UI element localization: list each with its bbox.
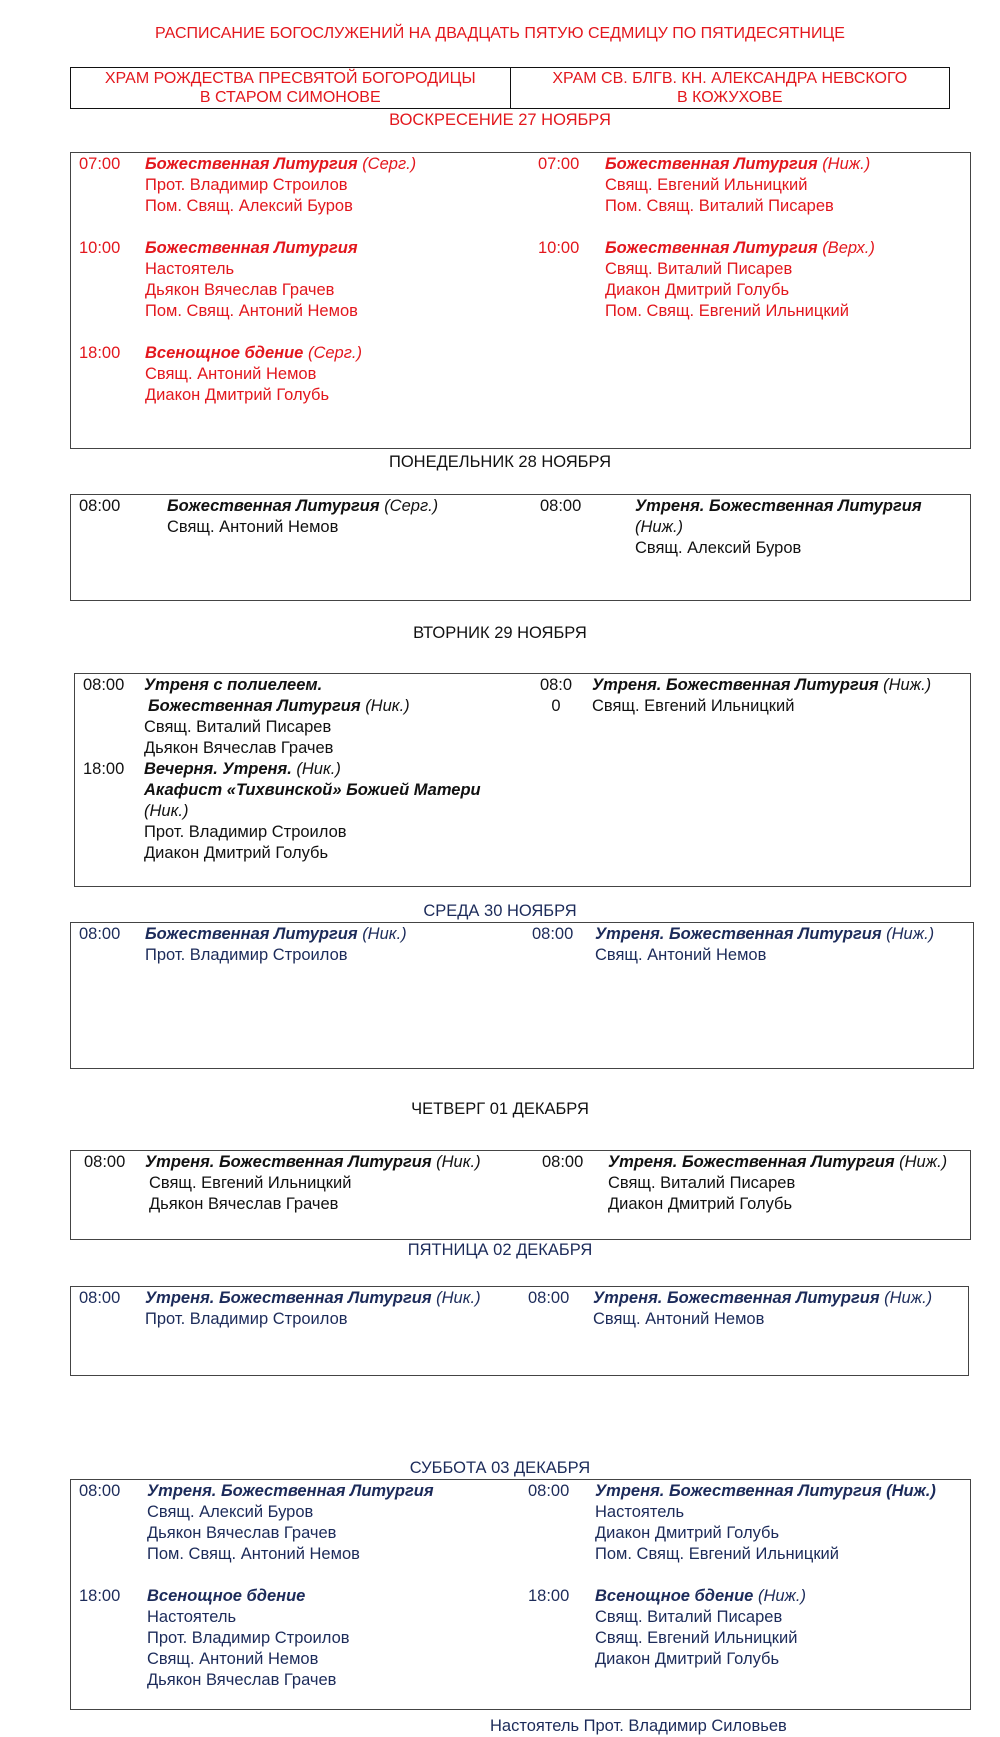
time: 10:00 — [79, 239, 121, 257]
clergy: Дьякон Вячеслав Грачев — [149, 1195, 339, 1213]
clergy: Прот. Владимир Строилов — [145, 946, 348, 964]
day-box-wednesday — [70, 922, 974, 1069]
day-box-monday — [70, 494, 971, 601]
service-note: (Ниж.) — [635, 518, 684, 536]
time: 08:00 — [528, 1289, 570, 1307]
service-block — [145, 924, 407, 966]
clergy: Прот. Владимир Строилов — [144, 823, 347, 841]
day-heading-sunday: ВОСКРЕСЕНИЕ 27 НОЯБРЯ — [389, 111, 611, 129]
service-name: Всенощное бдение — [145, 344, 304, 362]
time: 18:00 — [83, 760, 125, 778]
service-note: (Ниж.) — [886, 1482, 936, 1500]
church-right-location: В КОЖУХОВЕ — [676, 89, 783, 106]
clergy: Свящ. Евгений Ильницкий — [605, 176, 808, 194]
time: 08:00 — [540, 497, 582, 515]
time: 08:00 — [79, 497, 121, 515]
service-name: Божественная Литургия — [605, 239, 818, 257]
service-note: (Серг.) — [362, 155, 417, 173]
time: 18:00 — [79, 1587, 121, 1605]
church-left-location: В СТАРОМ СИМОНОВЕ — [199, 89, 381, 106]
service-block — [595, 1586, 806, 1670]
time: 08:00 — [528, 1482, 570, 1500]
church-left-header — [71, 68, 510, 108]
day-box-tuesday — [74, 673, 971, 887]
clergy: Свящ. Виталий Писарев — [605, 260, 793, 278]
service-name: Всенощное бдение — [595, 1587, 754, 1605]
time-part: 08:0 — [539, 676, 573, 694]
service-note: (Серг.) — [384, 497, 439, 515]
service-block — [145, 343, 362, 406]
clergy: Настоятель — [147, 1608, 237, 1626]
clergy: Диакон Дмитрий Голубь — [145, 386, 330, 404]
service-block — [605, 154, 870, 217]
church-right-header — [510, 68, 950, 108]
clergy: Свящ. Антоний Немов — [147, 1650, 319, 1668]
service-block — [144, 759, 481, 864]
service-name: Утреня. Божественная Литургия — [595, 925, 882, 943]
day-heading-monday: ПОНЕДЕЛЬНИК 28 НОЯБРЯ — [388, 453, 612, 471]
day-heading-friday: ПЯТНИЦА 02 ДЕКАБРЯ — [407, 1241, 593, 1259]
clergy: Диакон Дмитрий Голубь — [595, 1524, 780, 1542]
clergy: Свящ. Алексий Буров — [635, 539, 802, 557]
time: 07:00 — [79, 155, 121, 173]
time: 08:00 — [79, 1482, 121, 1500]
time: 10:00 — [538, 239, 580, 257]
service-block — [145, 1152, 481, 1215]
clergy: Настоятель — [145, 260, 235, 278]
time: 18:00 — [528, 1587, 570, 1605]
clergy: Свящ. Антоний Немов — [595, 946, 767, 964]
clergy: Пом. Свящ. Алексий Буров — [145, 197, 353, 215]
time: 18:00 — [79, 344, 121, 362]
clergy: Дьякон Вячеслав Грачев — [147, 1671, 337, 1689]
service-name: Утреня. Божественная Литургия — [593, 1289, 880, 1307]
time: 08:00 — [79, 1289, 121, 1307]
service-note: (Серг.) — [307, 344, 362, 362]
day-box-friday — [70, 1286, 969, 1376]
service-name: Божественная Литургия — [145, 925, 358, 943]
service-name: Божественная Литургия — [145, 155, 358, 173]
clergy: Пом. Свящ. Антоний Немов — [147, 1545, 360, 1563]
service-block — [147, 1586, 350, 1691]
clergy: Прот. Владимир Строилов — [145, 176, 348, 194]
clergy: Настоятель — [595, 1503, 685, 1521]
day-heading-thursday: ЧЕТВЕРГ 01 ДЕКАБРЯ — [411, 1100, 589, 1118]
service-note: (Ник.) — [436, 1289, 481, 1307]
clergy: Свящ. Антоний Немов — [593, 1310, 765, 1328]
service-block — [145, 238, 358, 322]
service-name: Утреня. Божественная Литургия — [592, 676, 879, 694]
service-block — [608, 1152, 947, 1215]
service-block — [167, 496, 438, 538]
signature: Настоятель Прот. Владимир Силовьев — [490, 1717, 787, 1735]
clergy: Диакон Дмитрий Голубь — [144, 844, 329, 862]
service-name: Божественная Литургия — [148, 697, 361, 715]
clergy: Свящ. Виталий Писарев — [595, 1608, 783, 1626]
time: 08:00 — [79, 925, 121, 943]
clergy: Свящ. Виталий Писарев — [608, 1174, 796, 1192]
service-block — [147, 1481, 434, 1565]
service-note: (Ник.) — [365, 697, 410, 715]
service-note: (Ниж.) — [757, 1587, 806, 1605]
clergy: Свящ. Евгений Ильницкий — [595, 1629, 798, 1647]
clergy: Пом. Свящ. Антоний Немов — [145, 302, 358, 320]
service-note: (Ник.) — [362, 925, 407, 943]
service-name: Божественная Литургия — [145, 239, 358, 257]
day-heading-tuesday: ВТОРНИК 29 НОЯБРЯ — [413, 624, 587, 642]
time: 08:00 — [542, 1153, 584, 1171]
service-block — [145, 154, 416, 217]
service-name: Утреня. Божественная Литургия — [608, 1153, 895, 1171]
clergy: Дьякон Вячеслав Грачев — [144, 739, 334, 757]
service-note: (Ниж.) — [884, 1289, 933, 1307]
service-block — [145, 1288, 481, 1330]
day-heading-wednesday: СРЕДА 30 НОЯБРЯ — [423, 902, 577, 920]
service-name: Утреня. Божественная Литургия — [147, 1482, 434, 1500]
clergy: Пом. Свящ. Евгений Ильницкий — [605, 302, 849, 320]
service-block — [592, 675, 931, 717]
service-name: Всенощное бдение — [147, 1587, 306, 1605]
time: 08:00 — [84, 1153, 126, 1171]
church-left-name: ХРАМ РОЖДЕСТВА ПРЕСВЯТОЙ БОГОРОДИЦЫ — [104, 70, 476, 87]
service-name: Утреня. Божественная Литургия — [595, 1482, 882, 1500]
clergy: Диакон Дмитрий Голубь — [595, 1650, 780, 1668]
time — [536, 675, 576, 717]
clergy: Диакон Дмитрий Голубь — [608, 1195, 793, 1213]
clergy: Свящ. Евгений Ильницкий — [149, 1174, 352, 1192]
church-right-name: ХРАМ СВ. БЛГВ. КН. АЛЕКСАНДРА НЕВСКОГО — [552, 70, 908, 87]
service-block — [635, 496, 922, 559]
clergy: Дьякон Вячеслав Грачев — [145, 281, 335, 299]
service-note: (Ниж.) — [886, 925, 935, 943]
service-block — [144, 675, 410, 759]
clergy: Прот. Владимир Строилов — [145, 1310, 348, 1328]
service-block — [593, 1288, 932, 1330]
service-note: (Ник.) — [296, 760, 341, 778]
service-note: (Ник.) — [436, 1153, 481, 1171]
day-heading-saturday: СУББОТА 03 ДЕКАБРЯ — [409, 1459, 591, 1477]
service-name: Божественная Литургия — [167, 497, 380, 515]
clergy: Пом. Свящ. Евгений Ильницкий — [595, 1545, 839, 1563]
service-name: Вечерня. Утреня. — [144, 760, 292, 778]
service-note: (Ник.) — [144, 802, 189, 820]
service-name: Утреня с полиелеем. — [144, 676, 323, 694]
clergy: Диакон Дмитрий Голубь — [605, 281, 790, 299]
time-part: 0 — [551, 697, 561, 715]
clergy: Дьякон Вячеслав Грачев — [147, 1524, 337, 1542]
service-name: Утреня. Божественная Литургия — [145, 1153, 432, 1171]
service-name: Утреня. Божественная Литургия — [635, 497, 922, 515]
service-block — [595, 1481, 936, 1565]
page-title: РАСПИСАНИЕ БОГОСЛУЖЕНИЙ НА ДВАДЦАТЬ ПЯТУЮ СЕДМИЦУ ПО ПЯТИДЕСЯТНИЦЕ — [155, 25, 845, 42]
time: 07:00 — [538, 155, 580, 173]
clergy: Свящ. Евгений Ильницкий — [592, 697, 795, 715]
service-note: (Ниж.) — [883, 676, 932, 694]
day-box-sunday — [70, 152, 971, 449]
service-name: Акафист «Тихвинской» Божией Матери — [144, 781, 481, 799]
clergy: Свящ. Алексий Буров — [147, 1503, 314, 1521]
service-name: Божественная Литургия — [605, 155, 818, 173]
service-name: Утреня. Божественная Литургия — [145, 1289, 432, 1307]
day-box-saturday — [70, 1479, 971, 1710]
clergy: Свящ. Виталий Писарев — [144, 718, 332, 736]
clergy: Свящ. Антоний Немов — [167, 518, 339, 536]
service-note: (Ниж.) — [899, 1153, 948, 1171]
time: 08:00 — [532, 925, 574, 943]
clergy: Свящ. Антоний Немов — [145, 365, 317, 383]
church-header-table — [70, 67, 950, 109]
day-box-thursday — [70, 1150, 971, 1240]
clergy: Прот. Владимир Строилов — [147, 1629, 350, 1647]
service-note: (Ниж.) — [822, 155, 871, 173]
service-block — [595, 924, 934, 966]
service-block — [605, 238, 875, 322]
service-note: (Верх.) — [822, 239, 875, 257]
clergy: Пом. Свящ. Виталий Писарев — [605, 197, 834, 215]
time: 08:00 — [83, 676, 125, 694]
